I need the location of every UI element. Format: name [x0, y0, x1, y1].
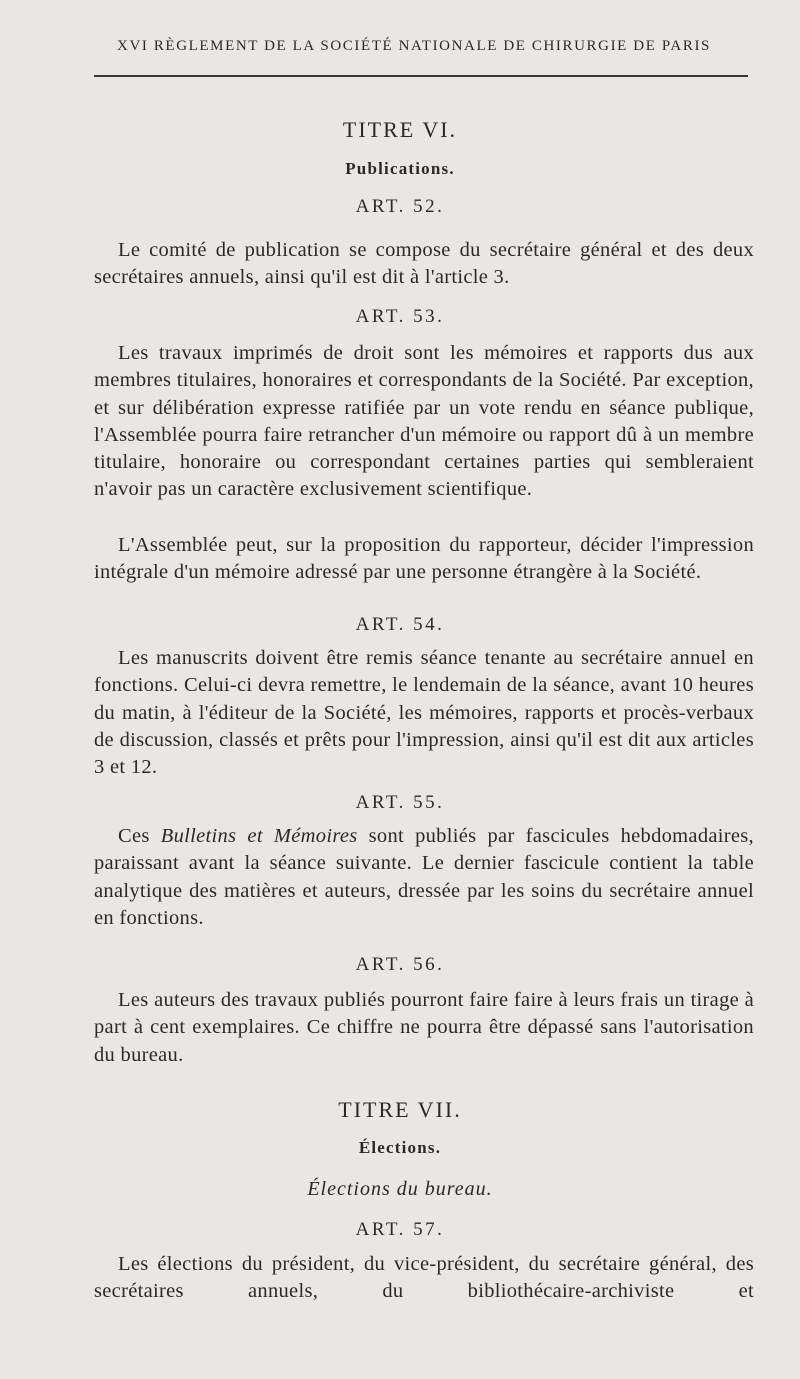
- titre-vii-heading: TITRE VII.: [338, 1097, 462, 1122]
- art-57-text: Les élections du président, du vice-président, du secrétaire général, des secrétaires annuels, du bibliothécaire-archiviste et: [94, 1253, 754, 1303]
- art-54-text: Les manuscrits doivent être remis séance tenante au secrétaire annuel en fonctions. Celui-ci devra remettre, le lendemain de la séance, avant 10 heures du matin, à l'éditeur de la Société, les mémoires, rapports et procès-verbaux de discussion, classés et prêts pour l'impression, ainsi qu'il est dit aux articles 3 et 12.: [94, 647, 754, 779]
- art-55-text: [94, 823, 754, 932]
- art-53-paragraph-2: L'Assemblée peut, sur la proposition du rapporteur, décider l'impression intégrale d'un mémoire adressé par une personne étrangère à la Société.: [94, 534, 754, 584]
- art-57-heading: ART. 57.: [355, 1219, 445, 1240]
- art-53-heading: ART. 53.: [355, 306, 445, 327]
- art-55-heading: ART. 55.: [355, 792, 445, 813]
- art-55-text-post: sont publiés par fascicules hebdomadaires, paraissant avant la séance suivante. Le dernier fascicule contient la table analytique des matières et auteurs, dressée par les soins du secrétaire annuel en fonctions.: [94, 825, 754, 929]
- elections-bureau-heading: Élections du bureau.: [307, 1178, 493, 1200]
- titre-vi-heading: TITRE VI.: [342, 117, 458, 142]
- art-55-text-pre: Ces: [118, 825, 161, 847]
- art-54-heading: ART. 54.: [355, 614, 445, 635]
- art-52-text: Le comité de publication se compose du secrétaire général et des deux secrétaires annuels, ainsi qu'il est dit à l'article 3.: [94, 239, 754, 289]
- art-56-heading: ART. 56.: [355, 954, 445, 975]
- art-53-paragraph-1: Les travaux imprimés de droit sont les mémoires et rapports dus aux membres titulaires, honoraires et correspondants de la Société. Par exception, et sur délibération expresse ratifiée par un vote rendu en séance publique, l'Assemblée pourra faire retrancher d'un mémoire ou rapport dû à un membre titulaire, honoraire ou correspondant certaines parties qui sembleraient n'avoir pas un caractère exclusivement scientifique.: [94, 342, 754, 501]
- titre-vi-subtitle: Publications.: [345, 159, 455, 178]
- header-rule: [94, 75, 748, 77]
- art-52-heading: ART. 52.: [355, 196, 445, 217]
- running-head: XVI RÈGLEMENT DE LA SOCIÉTÉ NATIONALE DE CHIRURGIE DE PARIS: [117, 38, 711, 54]
- art-55-italic-title: Bulletins et Mémoires: [160, 825, 358, 847]
- titre-vii-subtitle: Élections.: [358, 1138, 442, 1157]
- art-56-text: Les auteurs des travaux publiés pourront faire faire à leurs frais un tirage à part à cent exemplaires. Ce chiffre ne pourra être dépassé sans l'autorisation du bureau.: [94, 989, 754, 1066]
